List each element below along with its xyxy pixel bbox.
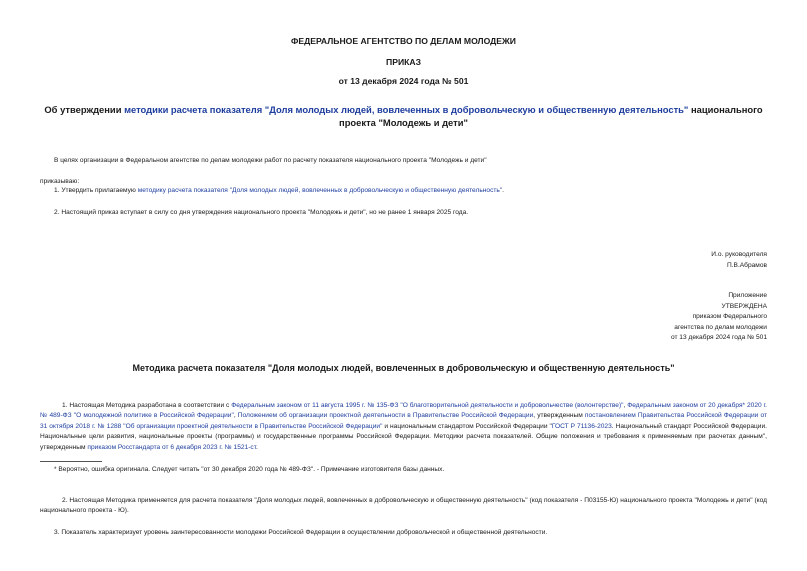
item1-suffix: .: [502, 187, 505, 194]
order-item-2: 2. Настоящий приказ вступает в силу со дня утверждения национального проекта "Молодежь и дети", но не ранее 1 января 2025 года.: [54, 209, 469, 216]
methodology-paragraph-3: 3. Показатель характеризует уровень заинтересованности молодежи Российской Федерации в осуществлении добровольческой и общественной деятельности.: [54, 529, 548, 536]
rosstandart-order-link[interactable]: приказом Росстандарта от 6 декабря 2023 г. № 1521-ст: [87, 443, 257, 451]
agency-heading: ФЕДЕРАЛЬНОЕ АГЕНТСТВО ПО ДЕЛАМ МОЛОДЕЖИ: [291, 36, 516, 46]
law-489-fz-link[interactable]: Федеральным законом от 20 декабря* 2020 г. № 489-ФЗ "О молодежной политике в Российской Федерации": [40, 402, 767, 420]
doc-type-heading: ПРИКАЗ: [386, 57, 421, 67]
signature-name: П.В.Абрамов: [726, 261, 767, 269]
methodology-title-link[interactable]: методики расчета показателя "Доля молодых людей, вовлеченных в добровольческую и общественную деятельность": [124, 104, 689, 115]
approval-block: [671, 291, 767, 344]
para1-text-5: и национальным стандартом Российской Федерации ": [382, 422, 552, 430]
methodology-title: Методика расчета показателя "Доля молодых людей, вовлеченных в добровольческую и общественную деятельность": [132, 363, 675, 373]
approval-line-2: УТВЕРЖДЕНА: [721, 302, 767, 310]
gost-link[interactable]: ГОСТ Р 71136-2023: [551, 422, 612, 430]
footnote-text: * Вероятно, ошибка оригинала. Следует читать "от 30 декабря 2020 года № 489-ФЗ". - Примечание изготовителя базы данных.: [54, 466, 445, 473]
order-title: [40, 103, 767, 129]
para1-text-7: .: [256, 443, 258, 451]
order-title-suffix: национального проекта "Молодежь и дети": [339, 104, 763, 128]
project-regulation-link[interactable]: Положением об организации проектной деятельности в Правительстве Российской Федерации: [237, 412, 534, 420]
approval-line-3: приказом Федерального: [692, 313, 767, 321]
order-title-prefix: Об утверждении: [44, 104, 125, 115]
para1-text-1: 1. Настоящая Методика разработана в соответствии с: [62, 402, 232, 409]
resolution-1288-link[interactable]: постановлением Правительства Российской Федерации от 31 октября 2018 г. № 1288 "Об организации проектной деятельности в Правительстве Российской Федерации": [40, 412, 767, 430]
para1-text-2: ,: [623, 402, 628, 409]
approval-line-5: от 13 декабря 2024 года № 501: [670, 334, 767, 342]
methodology-paragraph-1: [40, 401, 767, 453]
approval-line-4: агентства по делам молодежи: [674, 323, 767, 331]
signature-position: И.о. руководителя: [711, 251, 767, 258]
order-date-number: от 13 декабря 2024 года № 501: [338, 76, 469, 86]
para1-text-4: , утвержденным: [533, 412, 585, 420]
para1-text-6: . Национальный стандарт Российской Федерации. Национальные цели развития, национальные проекты (программы) и государственные программы Российской Федерации. Методики расчета показателей. Общие положения и требования к применяемым при расчетах данным", утвержденным: [40, 422, 767, 451]
methodology-paragraph-2: 2. Настоящая Методика применяется для расчета показателя "Доля молодых людей, вовлеченных в добровольческую и общественную деятельность" (код показателя - П03155-Ю) национального проекта "Молодежь и дети" (код национального проекта - Ю).: [40, 497, 767, 515]
signature-block: [711, 250, 767, 271]
order-word: приказываю:: [40, 178, 80, 185]
order-item-1: [54, 186, 504, 196]
law-135-fz-link[interactable]: Федеральным законом от 11 августа 1995 г. № 135-ФЗ "О благотворительной деятельности и добровольчестве (волонтерстве)": [231, 402, 624, 409]
approval-line-1: Приложение: [728, 292, 767, 299]
para1-text-3: ,: [233, 412, 238, 420]
methodology-link[interactable]: методику расчета показателя "Доля молодых людей, вовлеченных в добровольческую и общественную деятельность": [137, 187, 503, 194]
footnote-divider: [40, 461, 102, 462]
preamble-text: В целях организации в Федеральном агентстве по делам молодежи работ по расчету показателя национального проекта "Молодежь и дети": [54, 157, 487, 164]
item1-prefix: 1. Утвердить прилагаемую: [54, 187, 138, 194]
